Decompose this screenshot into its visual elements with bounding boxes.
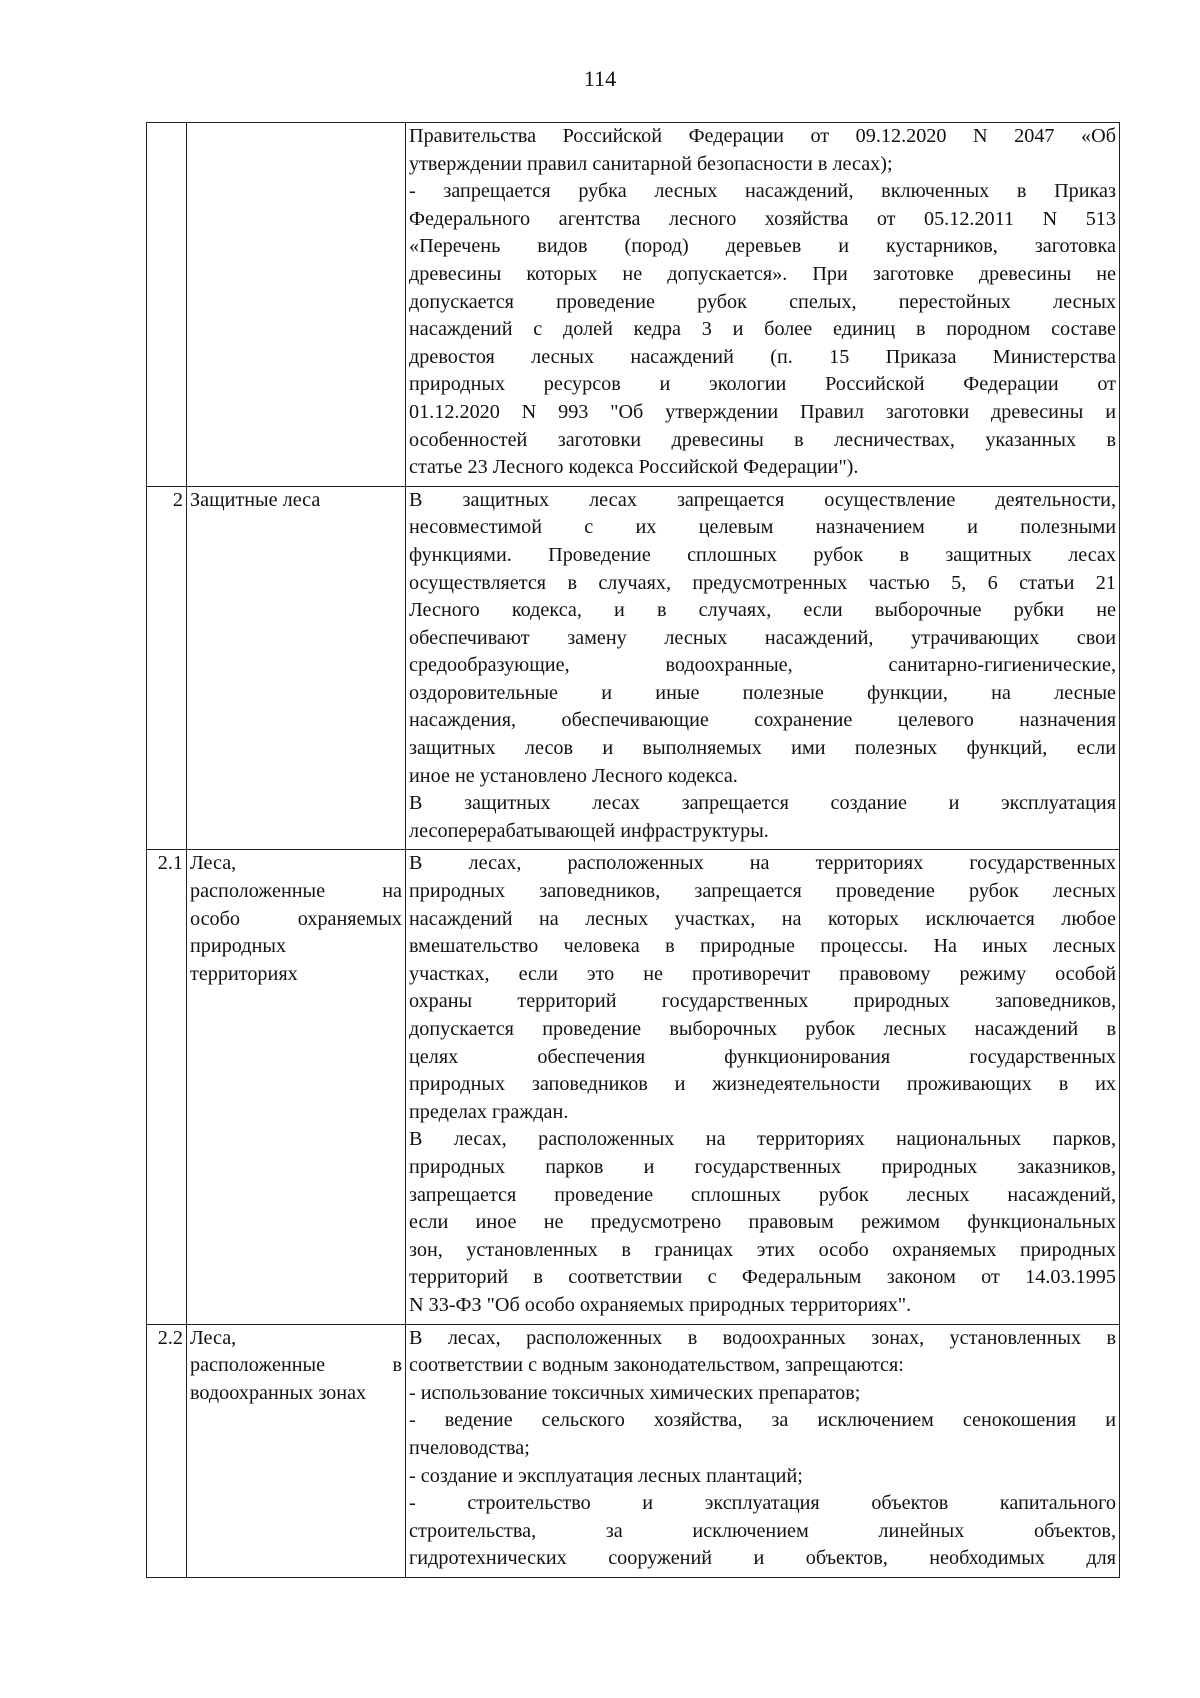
regulation-text-line: целях обеспечения функционирования государственных xyxy=(409,1045,1116,1068)
regulation-text-line: охраны территорий государственных природных заповедников, xyxy=(409,990,1116,1013)
zone-name-cell xyxy=(187,486,406,850)
regulation-text-line: пределах граждан. xyxy=(409,1100,569,1123)
regulation-text-line: допускается проведение рубок спелых, перестойных лесных xyxy=(409,290,1116,313)
regulation-text-line: природных ресурсов и экологии Российской Федерации от xyxy=(409,373,1116,396)
zone-name-line: территориях xyxy=(190,962,298,985)
regulation-text-line: зон, установленных в границах этих особо охраняемых природных xyxy=(409,1238,1116,1261)
regulation-text-line: защитных лесов и выполняемых ими полезных функций, если xyxy=(409,737,1116,760)
zone-name-line: природных xyxy=(190,935,287,958)
zone-name-line: расположенные в xyxy=(190,1354,402,1377)
regulation-text-line: несовместимой с их целевым назначением и полезными xyxy=(409,516,1116,539)
regulation-text-line: гидротехнических сооружений и объектов, необходимых для xyxy=(409,1547,1116,1570)
regulation-text-line: В лесах, расположенных на территориях государственных xyxy=(409,852,1116,875)
zone-name-line: Защитные леса xyxy=(190,488,321,511)
zone-name-line: Леса, xyxy=(190,852,237,875)
regulation-text-line: природных заповедников, запрещается проведение рубок лесных xyxy=(409,880,1116,903)
regulation-text-line: осуществляется в случаях, предусмотренных частью 5, 6 статьи 21 xyxy=(409,571,1116,594)
table-row xyxy=(147,850,1120,1324)
regulation-text-line: статье 23 Лесного кодекса Российской Федерации"). xyxy=(409,456,859,479)
regulation-text-line: Лесного кодекса, и в случаях, если выборочные рубки не xyxy=(409,599,1116,622)
regulation-text-line: В защитных лесах запрещается осуществление деятельности, xyxy=(409,488,1116,511)
regulation-text-line: соответствии с водным законодательством, запрещаются: xyxy=(409,1354,904,1377)
table-row xyxy=(147,486,1120,850)
regulation-text-line: В лесах, расположенных в водоохранных зонах, установленных в xyxy=(409,1326,1116,1349)
regulation-text-line: территорий в соответствии с Федеральным законом от 14.03.1995 xyxy=(409,1266,1116,1289)
table-row xyxy=(147,123,1120,487)
regulation-text-line: вмешательство человека в природные процессы. На иных лесных xyxy=(409,935,1116,958)
regulation-text-line: - создание и эксплуатация лесных плантаций; xyxy=(409,1464,803,1487)
row-number: 2 xyxy=(147,486,187,850)
page-number: 114 xyxy=(583,66,617,91)
regulation-text-line: насаждений с долей кедра 3 и более единиц в породном составе xyxy=(409,318,1116,341)
regulation-text-cell xyxy=(406,1324,1120,1577)
regulation-text-line: «Перечень видов (пород) деревьев и кустарников, заготовка xyxy=(409,235,1116,258)
regulation-text-line: древостоя лесных насаждений (п. 15 Приказа Министерства xyxy=(409,345,1116,368)
regulation-text-line: Федерального агентства лесного хозяйства от 05.12.2011 N 513 xyxy=(409,207,1116,230)
regulation-text-cell xyxy=(406,123,1120,487)
regulation-text-line: - использование токсичных химических препаратов; xyxy=(409,1381,861,1404)
regulation-text-line: - ведение сельского хозяйства, за исключением сенокошения и xyxy=(409,1409,1116,1432)
row-number: 2.2 xyxy=(147,1324,187,1577)
regulation-text-line: насаждений на лесных участках, на которых исключается любое xyxy=(409,907,1116,930)
regulation-text-line: - строительство и эксплуатация объектов капитального xyxy=(409,1492,1116,1515)
regulation-text-line: В защитных лесах запрещается создание и эксплуатация xyxy=(409,792,1116,815)
regulation-text-line: если иное не предусмотрено правовым режимом функциональных xyxy=(409,1211,1116,1234)
zone-name-line: расположенные на xyxy=(190,880,402,903)
regulation-text-line: пчеловодства; xyxy=(409,1436,530,1459)
regulation-text-line: - запрещается рубка лесных насаждений, включенных в Приказ xyxy=(409,180,1116,203)
zone-name-cell xyxy=(187,1324,406,1577)
regulations-table xyxy=(146,122,1120,1578)
table-row xyxy=(147,1324,1120,1577)
regulation-text-line: особенностей заготовки древесины в лесничествах, указанных в xyxy=(409,428,1116,451)
regulation-text-line: участках, если это не противоречит правовому режиму особой xyxy=(409,962,1116,985)
zone-name-line: особо охраняемых xyxy=(190,907,402,930)
regulation-text-line: древесины которых не допускается». При заготовке древесины не xyxy=(409,262,1116,285)
regulation-text-line: насаждения, обеспечивающие сохранение целевого назначения xyxy=(409,709,1116,732)
row-number: 2.1 xyxy=(147,850,187,1324)
zone-name-cell xyxy=(187,850,406,1324)
regulation-text-line: природных заповедников и жизнедеятельности проживающих в их xyxy=(409,1073,1116,1096)
table-body xyxy=(147,123,1120,1578)
regulation-text-line: оздоровительные и иные полезные функции, на лесные xyxy=(409,681,1116,704)
regulation-text-line: строительства, за исключением линейных объектов, xyxy=(409,1519,1116,1542)
regulation-text-line: В лесах, расположенных на территориях национальных парков, xyxy=(409,1128,1116,1151)
regulation-text-line: лесоперерабатывающей инфраструктуры. xyxy=(409,819,769,842)
zone-name-line: Леса, xyxy=(190,1326,237,1349)
regulation-text-cell xyxy=(406,850,1120,1324)
regulation-text-line: обеспечивают замену лесных насаждений, утрачивающих свои xyxy=(409,626,1116,649)
regulation-text-line: природных парков и государственных природных заказников, xyxy=(409,1155,1116,1178)
regulation-text-line: Правительства Российской Федерации от 09.12.2020 N 2047 «Об xyxy=(409,125,1116,147)
zone-name-line: водоохранных зонах xyxy=(190,1381,367,1404)
regulation-text-line: N 33-ФЗ "Об особо охраняемых природных территориях". xyxy=(409,1293,912,1316)
regulation-text-line: запрещается проведение сплошных рубок лесных насаждений, xyxy=(409,1183,1116,1206)
regulation-text-line: 01.12.2020 N 993 "Об утверждении Правил заготовки древесины и xyxy=(409,400,1116,423)
regulation-text-line: средообразующие, водоохранные, санитарно-гигиенические, xyxy=(409,654,1116,677)
regulation-text-line: иное не установлено Лесного кодекса. xyxy=(409,764,738,787)
regulation-text-cell xyxy=(406,486,1120,850)
regulation-text-line: допускается проведение выборочных рубок лесных насаждений в xyxy=(409,1018,1116,1040)
zone-name-cell xyxy=(187,123,406,487)
regulation-text-line: утверждении правил санитарной безопасности в лесах); xyxy=(409,152,893,175)
regulation-text-line: функциями. Проведение сплошных рубок в защитных лесах xyxy=(409,543,1116,566)
row-number xyxy=(147,123,187,487)
